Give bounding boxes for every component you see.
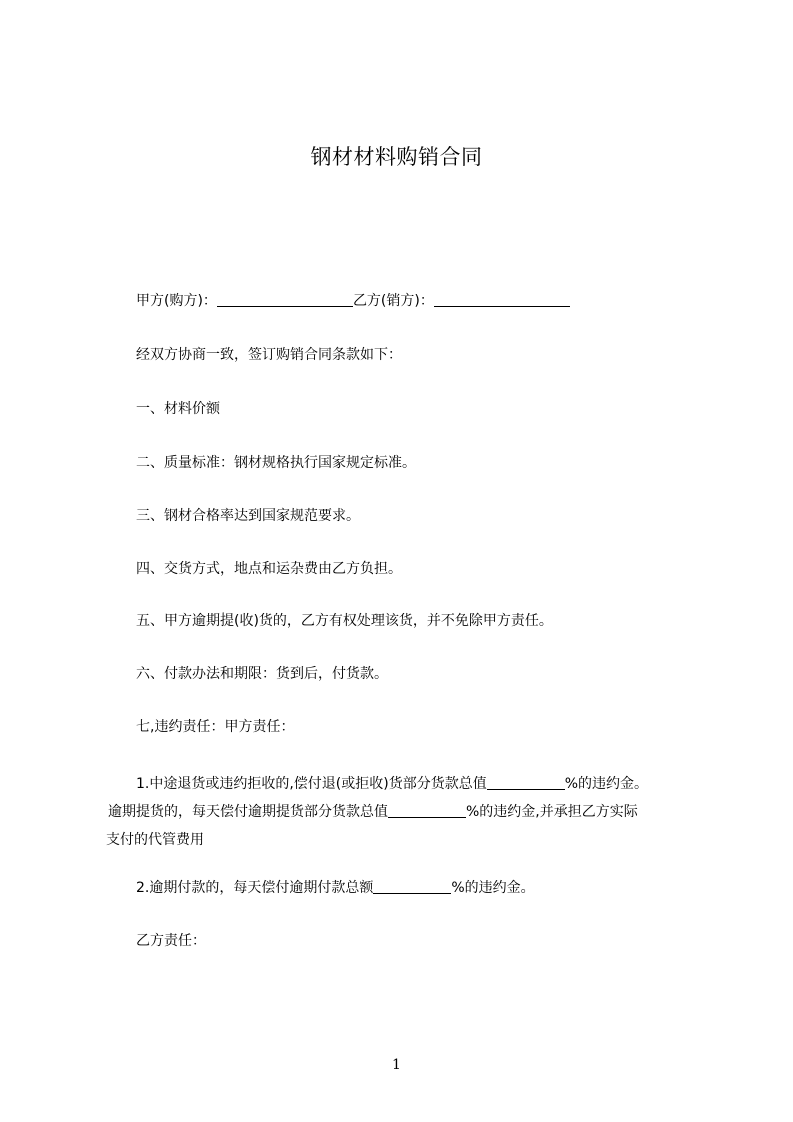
item-2-text-a: 2.逾期付款的，每天偿付逾期付款总额 xyxy=(136,880,374,896)
clause-3: 三、钢材合格率达到国家规范要求。 xyxy=(136,508,360,524)
item-1-blank-2 xyxy=(388,803,466,818)
clause-4: 四、交货方式，地点和运杂费由乙方负担。 xyxy=(136,561,402,577)
item-1-line-3: 支付的代管费用 xyxy=(106,832,204,848)
party-b-label: 乙方(销方)： xyxy=(352,293,434,309)
liability-a-item-1 xyxy=(106,770,726,854)
item-1-text-b: %的违约金。 xyxy=(564,776,649,792)
item-1-text-a: 1.中途退货或违约拒收的,偿付退(或拒收)货部分货款总值 xyxy=(136,776,487,792)
clause-7: 七,违约责任：甲方责任： xyxy=(136,719,295,735)
party-a-label: 甲方(购方)： xyxy=(136,293,217,309)
party-a-blank xyxy=(217,292,353,307)
item-1-line-1 xyxy=(106,770,726,798)
item-1-blank-1 xyxy=(487,775,565,790)
item-1-text-d: %的违约金,并承担乙方实际 xyxy=(466,804,638,820)
clause-6: 六、付款办法和期限：货到后，付货款。 xyxy=(136,666,388,682)
party-b-blank xyxy=(434,292,570,307)
page-number: 1 xyxy=(392,1057,401,1073)
document-title: 钢材材料购销合同 xyxy=(310,145,483,169)
clause-5: 五、甲方逾期提(收)货的，乙方有权处理该货，并不免除甲方责任。 xyxy=(136,613,553,629)
item-2-text-b: %的违约金。 xyxy=(451,880,535,896)
liability-b-label: 乙方责任： xyxy=(136,933,206,949)
clause-1: 一、材料价额 xyxy=(136,401,220,417)
parties-line xyxy=(136,291,570,311)
item-1-text-c: 逾期提货的，每天偿付逾期提货部分货款总值 xyxy=(108,804,388,820)
item-1-line-2 xyxy=(106,798,726,826)
item-2-blank xyxy=(373,879,451,894)
clause-2: 二、质量标准：钢材规格执行国家规定标准。 xyxy=(136,455,416,471)
intro-paragraph: 经双方协商一致，签订购销合同条款如下： xyxy=(136,347,402,363)
liability-a-item-2 xyxy=(136,878,535,898)
